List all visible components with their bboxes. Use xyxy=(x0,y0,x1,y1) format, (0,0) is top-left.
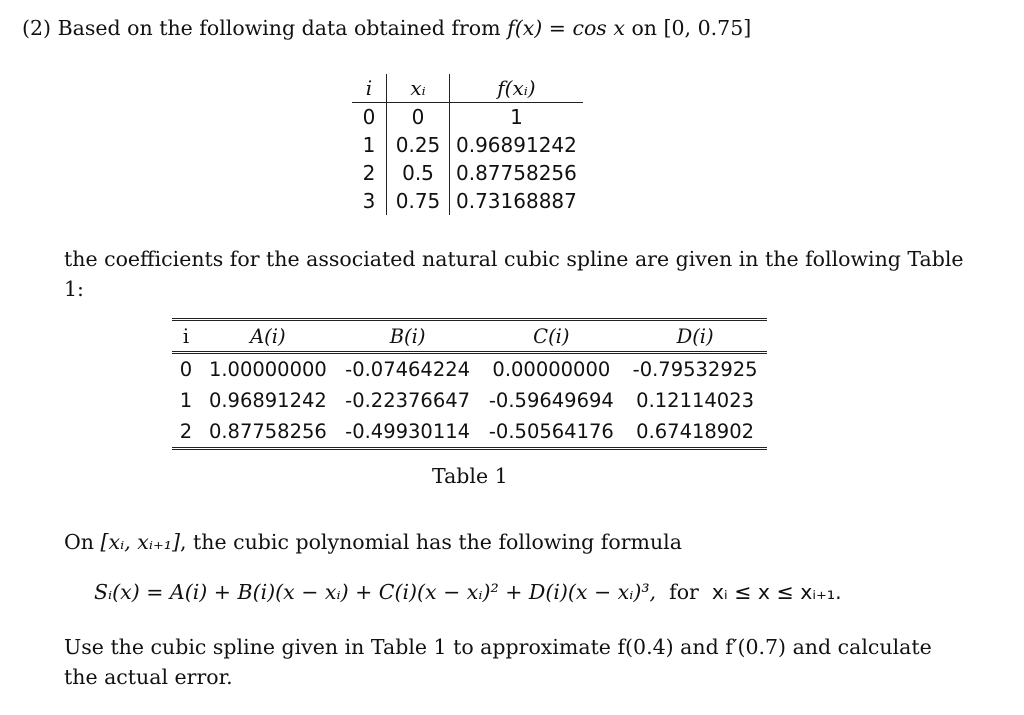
function-definition: f(x) = cos x xyxy=(507,16,625,40)
table-cell: 1 xyxy=(510,105,523,129)
table-cell: 2 xyxy=(352,159,387,187)
table-cell: 0.75 xyxy=(387,187,450,215)
table-cell: 0.87758256 xyxy=(456,161,577,185)
table-cell: 1 xyxy=(352,131,387,159)
data-table-header-row xyxy=(352,74,583,103)
para2-interval: [xᵢ, xᵢ₊₁] xyxy=(100,530,180,554)
coef-header-b: B(i) xyxy=(336,320,480,353)
coef-header-a: A(i) xyxy=(200,320,336,353)
formula-for-word: for xyxy=(669,580,699,604)
table-row xyxy=(172,353,767,386)
table-cell: 0.12114023 xyxy=(636,389,755,412)
table-cell: 0.25 xyxy=(387,131,450,159)
table-row xyxy=(352,103,583,132)
table-cell: 3 xyxy=(352,187,387,215)
coef-header-d: D(i) xyxy=(623,320,767,353)
task-paragraph: Use the cubic spline given in Table 1 to approximate f(0.4) and f′(0.7) and calculate the actual error. xyxy=(64,635,932,689)
table-cell: -0.50564176 xyxy=(488,420,614,443)
table-cell: 0.00000000 xyxy=(492,358,611,381)
coef-header-c: C(i) xyxy=(479,320,623,353)
table-cell: 0 xyxy=(179,358,193,381)
formula-condition: xᵢ ≤ x ≤ xᵢ₊₁. xyxy=(711,580,842,604)
table-cell: 2 xyxy=(179,420,193,443)
intro-text: Based on the following data obtained from xyxy=(57,16,501,40)
on-word: on xyxy=(631,16,657,40)
table-cell: 0.87758256 xyxy=(208,420,327,443)
table-row xyxy=(352,187,583,215)
data-header-fx: f(xᵢ) xyxy=(450,74,583,103)
spline-formula xyxy=(94,580,842,604)
coefficients-table-wrapper xyxy=(172,318,767,450)
para2-suffix: , the cubic polynomial has the following formula xyxy=(179,530,682,554)
table-cell: -0.07464224 xyxy=(345,358,471,381)
table-cell: 0.73168887 xyxy=(456,189,577,213)
formula-expression: Sᵢ(x) = A(i) + B(i)(x − xᵢ) + C(i)(x − xᵢ)² + D(i)(x − xᵢ)³, xyxy=(94,580,657,604)
coefficients-intro-paragraph: the coefficients for the associated natural cubic spline are given in the following Table 1: xyxy=(64,247,964,301)
table-cell: 0.96891242 xyxy=(456,133,577,157)
table-cell: 1.00000000 xyxy=(208,358,327,381)
data-header-i: i xyxy=(352,74,387,103)
table-row xyxy=(172,385,767,416)
data-table xyxy=(352,74,583,215)
table-row xyxy=(352,131,583,159)
coefficients-table xyxy=(172,318,767,450)
interval: [0, 0.75] xyxy=(663,16,752,40)
table-cell: 0 xyxy=(352,103,387,132)
problem-statement xyxy=(22,16,751,40)
table-cell: 0.67418902 xyxy=(636,420,755,443)
problem-number: (2) xyxy=(22,16,52,40)
coef-table-header-row xyxy=(172,320,767,353)
polynomial-intro-paragraph xyxy=(64,530,682,554)
table-row xyxy=(352,159,583,187)
table-cell: 0.96891242 xyxy=(208,389,327,412)
table-cell: 0 xyxy=(387,103,450,132)
table-cell: 0.5 xyxy=(387,159,450,187)
table-cell: -0.79532925 xyxy=(632,358,758,381)
table-cell: -0.59649694 xyxy=(488,389,614,412)
table-caption: Table 1 xyxy=(432,464,508,488)
para2-prefix: On xyxy=(64,530,95,554)
table-cell: -0.49930114 xyxy=(345,420,471,443)
table-row xyxy=(172,416,767,449)
table-cell: 1 xyxy=(179,389,193,412)
table-cell: -0.22376647 xyxy=(345,389,471,412)
data-header-x: xᵢ xyxy=(387,74,450,103)
coef-header-i: i xyxy=(172,320,200,353)
